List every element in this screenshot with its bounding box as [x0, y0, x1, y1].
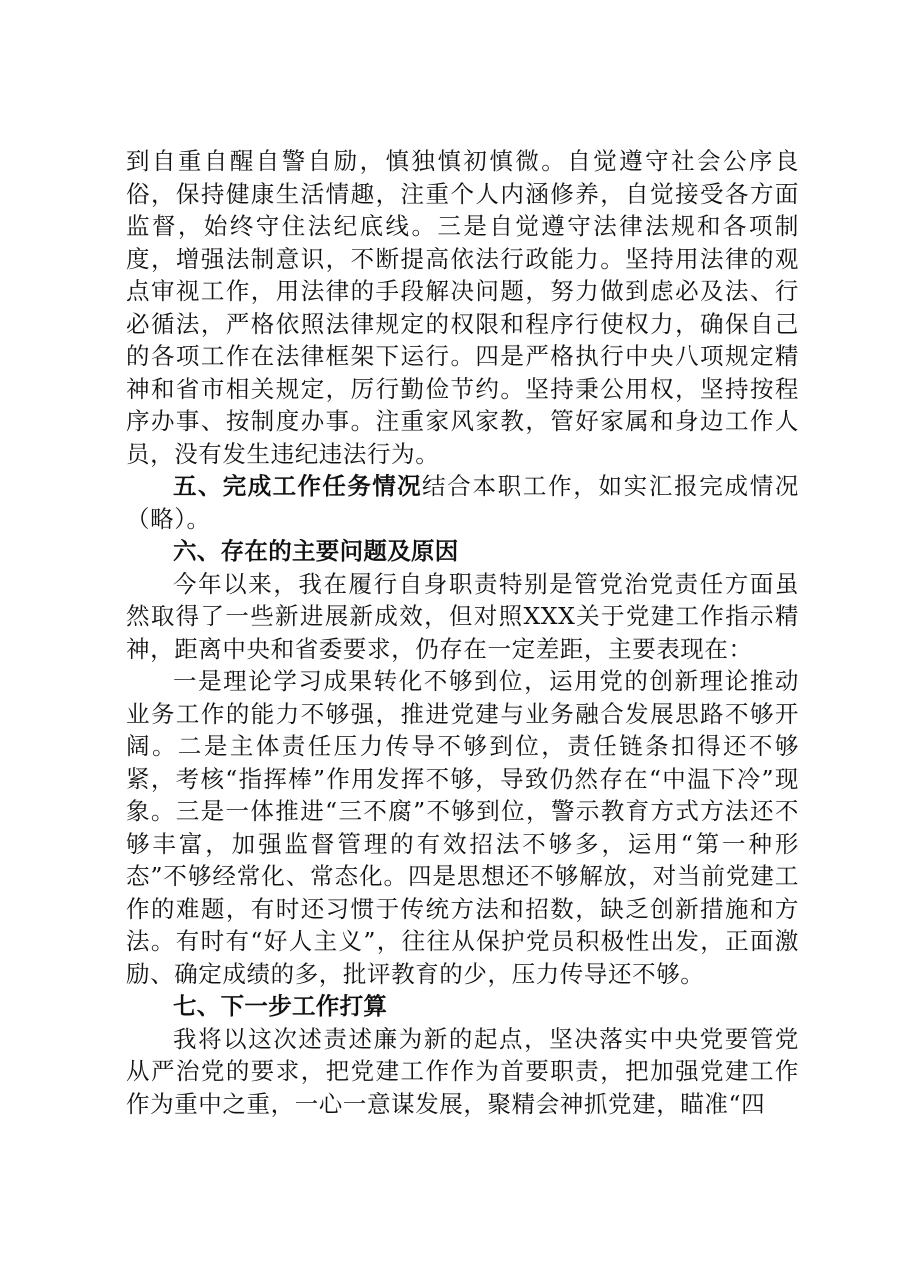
section-7-paragraph-1: 我将以这次述责述廉为新的起点，坚决落实中央党要管党从严治党的要求，把党建工作作为首要职责，把加强党建工作作为重中之重，一心一意谋发展，聚精会神抓党建，瞄准“四	[126, 1024, 799, 1118]
section-5-heading: 五、完成工作任务情况	[173, 472, 423, 500]
section-6-paragraph-1: 今年以来，我在履行自身职责特别是管党治党责任方面虽然取得了一些新进展新成效，但对照XXX关于党建工作指示精神，距离中央和省委要求，仍存在一定差距，主要表现在：	[126, 569, 799, 663]
section-6-heading: 六、存在的主要问题及原因	[173, 537, 459, 565]
section-6-paragraph-2: 一是理论学习成果转化不够到位，运用党的创新理论推动业务工作的能力不够强，推进党建与业务融合发展思路不够开阔。二是主体责任压力传导不够到位，责任链条扣得还不够紧，考核“指挥棒”作用发挥不够，导致仍然存在“中温下冷”现象。三是一体推进“三不腐”不够到位，警示教育方式方法还不够丰富，加强监督管理的有效招法不够多，运用“第一种形态”不够经常化、常态化。四是思想还不够解放，对当前党建工作的难题，有时还习惯于传统方法和招数，缺乏创新措施和方法。有时有“好人主义”，往往从保护党员积极性出发，正面激励、确定成绩的多，批评教育的少，压力传导还不够。	[126, 667, 799, 988]
section-5-paragraph	[126, 470, 799, 535]
section-7-heading: 七、下一步工作打算	[173, 992, 388, 1020]
paragraph-continuation: 到自重自醒自警自励，慎独慎初慎微。自觉遵守社会公序良俗，保持健康生活情趣，注重个人内涵修养，自觉接受各方面监督，始终守住法纪底线。三是自觉遵守法律法规和各项制度，增强法制意识，不断提高依法行政能力。坚持用法律的观点审视工作，用法律的手段解决问题，努力做到虑必及法、行必循法，严格依照法律规定的权限和程序行使权力，确保自己的各项工作在法律框架下运行。四是严格执行中央八项规定精神和省市相关规定，厉行勤俭节约。坚持秉公用权，坚持按程序办事、按制度办事。注重家风家教，管好家属和身边工作人员，没有发生违纪违法行为。	[126, 147, 799, 468]
section-5-text: 结合本职工作，如实汇报完成情况（略）。	[126, 472, 800, 533]
